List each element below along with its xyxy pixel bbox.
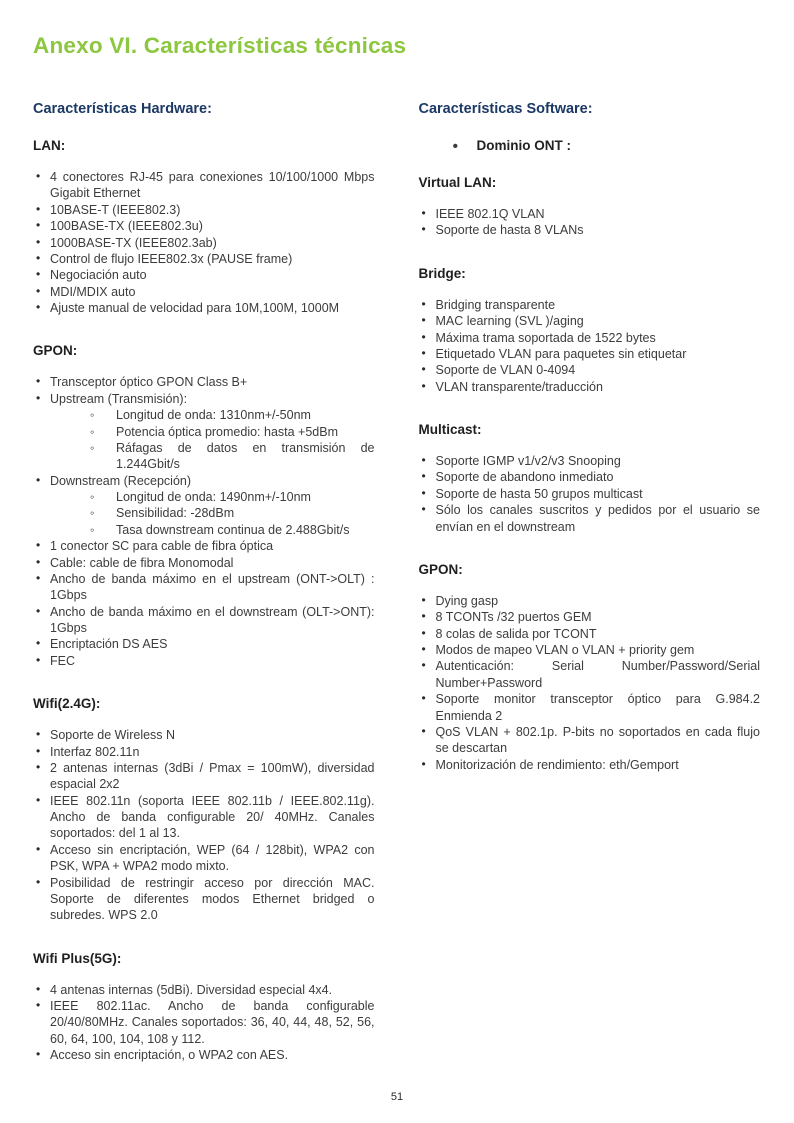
list-item (33, 473, 375, 489)
bullet-icon: • (36, 981, 41, 996)
lead-bullet-label: Dominio ONT : (476, 138, 571, 153)
list-item-text: IEEE 802.11n (soporta IEEE 802.11b / IEEE.802.11g). Ancho de banda configurable 20/ 40MHz. Canales soportados: del 1 al 13. (50, 793, 375, 841)
list-item-text: Etiquetado VLAN para paquetes sin etiquetar (435, 346, 687, 361)
bullet-icon: • (36, 374, 41, 389)
list-item-text: QoS VLAN + 802.1p. P-bits no soportados en cada flujo se descartan (435, 724, 760, 756)
list-item (33, 760, 375, 793)
bullet-icon: • (36, 998, 41, 1012)
bullet-icon: • (36, 390, 41, 405)
list-item (419, 626, 761, 642)
bullet-list (33, 727, 375, 924)
list-item (419, 346, 761, 362)
bullet-icon: • (421, 756, 426, 771)
list-item (419, 222, 761, 238)
list-item-text: Upstream (Transmisión): (50, 391, 188, 406)
bullet-icon: • (36, 218, 41, 233)
bullet-icon: • (36, 759, 41, 774)
page-number: 51 (390, 1091, 404, 1103)
list-item (419, 609, 761, 625)
sub-list-item-text: Tasa downstream continua de 2.488Gbit/s (116, 522, 350, 537)
lead-bullet-item (419, 138, 761, 156)
list-item (33, 875, 375, 924)
section-title: Virtual LAN: (418, 175, 497, 190)
bullet-list (419, 593, 761, 773)
sub-list-item-text: Ráfagas de datos en transmisión de 1.244Gbit/s (116, 440, 375, 472)
list-item (33, 391, 375, 407)
list-item-text: Ajuste manual de velocidad para 10M,100M, 1000M (50, 301, 340, 315)
bullet-icon: • (421, 453, 426, 467)
list-item (33, 571, 375, 604)
list-item (419, 658, 761, 691)
section-title: LAN: (33, 138, 66, 153)
sub-list-item-text: Potencia óptica promedio: hasta +5dBm (116, 424, 339, 439)
list-item-text: Sólo los canales suscritos y pedidos por el usuario se envían en el downstream (435, 503, 760, 534)
circle-bullet-icon: ◦ (90, 522, 95, 537)
sub-list-item-text: Longitud de onda: 1490nm+/-10nm (116, 490, 311, 504)
list-item-text: MAC learning (SVL )/aging (435, 314, 584, 329)
list-item (33, 1047, 375, 1063)
list-item (419, 206, 761, 222)
list-item (419, 469, 761, 485)
list-item-text: Posibilidad de restringir acceso por dirección MAC. Soporte de diferentes modos Ethernet bridged o subredes. WPS 2.0 (50, 875, 375, 923)
sub-list-item-text: Sensibilidad: -28dBm (116, 506, 235, 521)
bullet-icon: • (421, 642, 426, 656)
list-item (419, 486, 761, 502)
bullet-icon: • (36, 234, 41, 249)
bullet-icon: • (36, 570, 41, 585)
list-item-text: Soporte de hasta 8 VLANs (435, 223, 584, 238)
section-gpon (33, 343, 375, 669)
list-item (33, 982, 375, 998)
list-item (33, 538, 375, 554)
list-item-text: IEEE 802.11ac. Ancho de banda configurable 20/40/80MHz. Canales soportados: 36, 40, 44, 48, 52, 56, 60, 64, 100, 104, 108 y 112. (50, 999, 375, 1046)
list-item-text: 4 antenas internas (5dBi). Diversidad especial 4x4. (50, 982, 333, 997)
list-item (33, 555, 375, 571)
list-item (33, 169, 375, 202)
list-item (33, 842, 375, 875)
bullet-list (33, 982, 375, 1064)
column-software (419, 101, 761, 773)
bullet-icon: • (36, 636, 41, 651)
page-footer (0, 1091, 794, 1103)
list-item-text: Soporte IGMP v1/v2/v3 Snooping (435, 454, 621, 468)
circle-bullet-icon: ◦ (90, 440, 95, 455)
bullet-icon: • (36, 874, 41, 889)
list-item-text: VLAN transparente/traducción (435, 379, 603, 394)
list-item (33, 636, 375, 652)
list-item (419, 642, 761, 658)
bullet-icon: • (421, 625, 426, 640)
list-item-text: Control de flujo IEEE802.3x (PAUSE frame) (50, 251, 293, 266)
bullet-icon: • (36, 250, 41, 265)
bullet-icon: • (36, 743, 41, 758)
section-title: Wifi(2.4G): (33, 696, 101, 712)
list-item (419, 297, 761, 313)
list-item-text: Soporte de Wireless N (50, 728, 176, 743)
list-item (33, 267, 375, 283)
list-item (419, 691, 761, 724)
list-item-text: FEC (50, 653, 75, 668)
bullet-icon: • (452, 138, 459, 155)
circle-bullet-icon: ◦ (90, 490, 95, 504)
sub-bullet-list (90, 489, 375, 538)
bullet-icon: • (421, 313, 426, 328)
list-item-text: Soporte de VLAN 0-4094 (435, 363, 576, 378)
section-title: Wifi Plus(5G): (33, 950, 122, 966)
circle-bullet-icon: ◦ (90, 408, 95, 423)
sub-list-item (90, 424, 375, 440)
list-item (33, 218, 375, 234)
bullet-icon: • (36, 652, 41, 667)
bullet-icon: • (421, 609, 426, 624)
bullet-icon: • (36, 267, 41, 282)
list-item-text: Acceso sin encriptación, WEP (64 / 128bit), WPA2 con PSK, WPA + WPA2 modo mixto. (50, 842, 375, 874)
section-wifi-2-4g (33, 696, 375, 924)
section-virtual-lan (419, 175, 761, 239)
section-gpon (419, 562, 761, 773)
sub-list-item (90, 489, 375, 505)
section-multicast (419, 422, 761, 535)
bullet-icon: • (36, 603, 41, 618)
list-item (419, 593, 761, 609)
bullet-icon: • (421, 378, 426, 393)
bullet-icon: • (36, 538, 41, 553)
bullet-list (419, 206, 761, 239)
list-item-text: Ancho de banda máximo en el downstream (OLT->ONT): 1Gbps (50, 604, 375, 635)
sub-list-item-text: Longitud de onda: 1310nm+/-50nm (116, 408, 311, 423)
bullet-icon: • (421, 691, 426, 706)
column-hardware (33, 101, 375, 1064)
section-title: GPON: (418, 561, 463, 577)
bullet-icon: • (36, 300, 41, 314)
circle-bullet-icon: ◦ (90, 424, 95, 439)
list-item-text: IEEE 802.1Q VLAN (435, 207, 545, 221)
list-item (33, 793, 375, 842)
bullet-icon: • (421, 296, 426, 311)
list-item (33, 284, 375, 300)
list-item (419, 313, 761, 329)
bullet-icon: • (36, 1047, 41, 1062)
list-item (33, 998, 375, 1047)
bullet-icon: • (36, 169, 41, 183)
bullet-icon: • (421, 469, 426, 484)
bullet-icon: • (421, 658, 426, 673)
list-item (33, 251, 375, 267)
list-item (419, 502, 761, 535)
list-item-text: Soporte de abandono inmediato (435, 470, 614, 485)
list-item-text: Soporte de hasta 50 grupos multicast (435, 486, 643, 501)
bullet-icon: • (421, 362, 426, 377)
list-item-text: 4 conectores RJ-45 para conexiones 10/100/1000 Mbps Gigabit Ethernet (50, 170, 375, 201)
list-item (33, 374, 375, 390)
list-item-text: Acceso sin encriptación, o WPA2 con AES. (50, 1048, 289, 1063)
content-columns (33, 101, 760, 1064)
bullet-icon: • (421, 485, 426, 500)
section-bridge (419, 266, 761, 395)
list-item (419, 757, 761, 773)
bullet-icon: • (421, 723, 426, 738)
list-item-text: MDI/MDIX auto (50, 284, 136, 299)
bullet-icon: • (36, 841, 41, 856)
list-item-text: 1000BASE-TX (IEEE802.3ab) (50, 235, 217, 250)
list-item-text: Dying gasp (435, 593, 499, 608)
list-item-text: Bridging transparente (435, 297, 556, 312)
list-item-text: Negociación auto (50, 268, 147, 283)
column-heading: Características Software: (418, 101, 593, 117)
bullet-icon: • (421, 345, 426, 360)
list-item (33, 300, 375, 316)
bullet-icon: • (36, 727, 41, 742)
list-item-text: Máxima trama soportada de 1522 bytes (435, 330, 656, 345)
bullet-icon: • (36, 201, 41, 216)
column-heading: Características Hardware: (33, 101, 212, 117)
list-item-text: Soporte monitor transceptor óptico para G.984.2 Enmienda 2 (435, 692, 760, 723)
bullet-icon: • (36, 792, 41, 807)
bullet-list (419, 453, 761, 535)
list-item (419, 362, 761, 378)
sub-list-item (90, 522, 375, 538)
list-item-text: Encriptación DS AES (50, 637, 168, 652)
section-title: GPON: (33, 343, 78, 359)
sub-bullet-list (90, 407, 375, 473)
bullet-list (33, 169, 375, 316)
list-item-text: 2 antenas internas (3dBi / Pmax = 100mW), diversidad espacial 2x2 (50, 760, 375, 792)
list-item-text: 1 conector SC para cable de fibra óptica (50, 539, 274, 554)
list-item-text: Interfaz 802.11n (50, 744, 140, 759)
bullet-icon: • (421, 592, 426, 607)
list-item (33, 604, 375, 637)
list-item (33, 744, 375, 760)
bullet-icon: • (36, 554, 41, 569)
bullet-icon: • (421, 222, 426, 237)
list-item-text: 8 TCONTs /32 puertos GEM (435, 610, 592, 625)
sub-list-item (90, 440, 375, 473)
section-title: Bridge: (418, 265, 466, 281)
list-item-text: Transceptor óptico GPON Class B+ (50, 375, 248, 390)
list-item (419, 330, 761, 346)
list-item (419, 724, 761, 757)
list-item-text: 100BASE-TX (IEEE802.3u) (50, 219, 203, 234)
section-title: Multicast: (418, 422, 482, 437)
list-item-text: Cable: cable de fibra Monomodal (50, 555, 234, 570)
bullet-list (419, 297, 761, 395)
list-item (33, 653, 375, 669)
bullet-icon: • (36, 283, 41, 298)
list-item (33, 235, 375, 251)
list-item (33, 202, 375, 218)
section-wifi-plus-5g (33, 951, 375, 1064)
bullet-icon: • (36, 472, 41, 487)
page-title: Anexo VI. Características técnicas (33, 33, 407, 58)
bullet-icon: • (421, 329, 426, 344)
bullet-list (33, 374, 375, 669)
list-item-text: Modos de mapeo VLAN o VLAN + priority gem (435, 643, 695, 657)
list-item-text: Downstream (Recepción) (50, 473, 192, 488)
sub-list-item (90, 505, 375, 521)
bullet-icon: • (421, 206, 426, 220)
list-item (33, 727, 375, 743)
bullet-icon: • (421, 502, 426, 517)
sub-list-item (90, 407, 375, 423)
list-item-text: 10BASE-T (IEEE802.3) (50, 202, 181, 217)
list-item (419, 453, 761, 469)
list-item-text: Monitorización de rendimiento: eth/Gemport (435, 757, 679, 772)
list-item-text: Autenticación: Serial Number/Password/Serial Number+Password (435, 659, 760, 690)
list-item-text: 8 colas de salida por TCONT (435, 626, 597, 641)
circle-bullet-icon: ◦ (90, 506, 95, 521)
list-item (419, 379, 761, 395)
list-item-text: Ancho de banda máximo en el upstream (ONT->OLT) : 1Gbps (50, 571, 375, 603)
section-lan (33, 138, 375, 316)
